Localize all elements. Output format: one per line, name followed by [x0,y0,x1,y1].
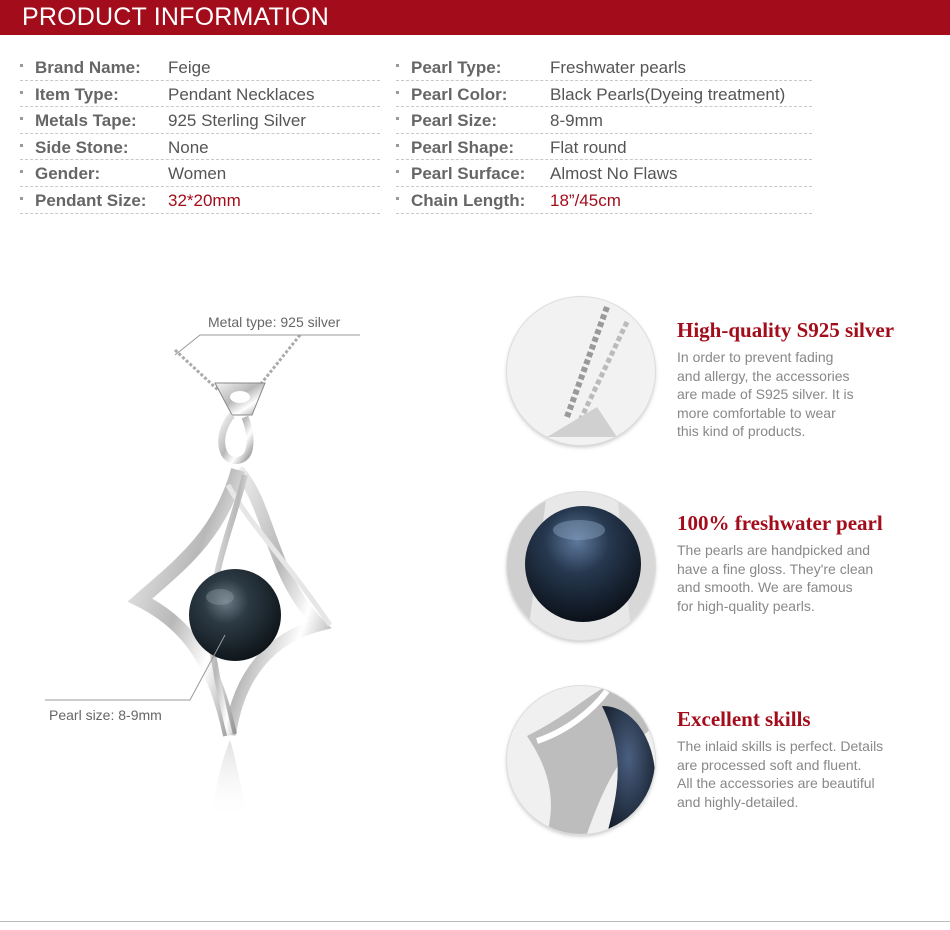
spec-label: Pearl Surface: [411,164,526,184]
feature-description: The inlaid skills is perfect. Details are processed soft and fluent. All the accessories are beautiful and highly-detailed. [677,738,884,810]
spec-row [20,160,380,187]
bullet-icon [20,117,23,120]
bullet-icon [20,64,23,67]
feature-title: High-quality S925 silver [677,318,895,342]
spec-value: None [168,137,209,157]
spec-value: Almost No Flaws [550,164,678,184]
spec-row [20,107,380,134]
bullet-icon [20,91,23,94]
pearl-size-annotation: Pearl size: 8-9mm [49,707,162,723]
spec-value: 925 Sterling Silver [168,111,306,131]
bullet-icon [396,91,399,94]
bullet-icon [396,64,399,67]
spec-row [396,187,812,214]
bullet-icon [396,144,399,147]
bullet-icon [396,117,399,120]
spec-value-highlight: 32*20mm [168,190,241,210]
metal-type-annotation: Metal type: 925 silver [208,314,341,330]
spec-label: Item Type: [35,84,119,104]
spec-label: Pendant Size: [35,190,147,210]
spec-row [20,54,380,81]
footer-divider [0,921,950,922]
spec-value: 8-9mm [550,111,603,131]
spec-label: Brand Name: [35,58,141,77]
bullet-icon [20,144,23,147]
setting-closeup-icon [507,686,655,834]
header-underline [0,33,950,35]
spec-row [396,54,812,81]
spec-label: Pearl Type: [411,58,502,77]
spec-row [396,160,812,187]
spec-value: Black Pearls(Dyeing treatment) [550,84,786,104]
feature-description: The pearls are handpicked and have a fine gloss. They're clean and smooth. We are famous for high-quality pearls. [677,542,874,614]
spec-row [20,187,380,214]
spec-label: Pearl Color: [411,84,508,104]
spec-row [20,81,380,108]
metal-annotation-line [170,330,370,360]
feature-title: 100% freshwater pearl [677,511,883,535]
spec-column-left [20,54,380,214]
bullet-icon [396,197,399,200]
spec-column-right [396,54,812,214]
bullet-icon [20,170,23,173]
bullet-icon [20,197,23,200]
spec-value: Pendant Necklaces [168,84,315,104]
bullet-icon [396,170,399,173]
spec-value: Women [168,164,227,184]
feature-title: Excellent skills [677,707,811,731]
spec-label: Pearl Size: [411,111,497,131]
spec-row [396,107,812,134]
spec-label: Gender: [35,164,101,184]
spec-value-highlight: 18”/45cm [550,190,621,210]
spec-label: Chain Length: [411,190,526,210]
chain-closeup-icon [507,297,655,445]
feature-description: In order to prevent fading and allergy, the accessories are made of S925 silver. It is more comfortable to wear this kind of products. [677,349,854,439]
pearl-annotation-line [40,630,240,705]
pendant-necklace-icon [120,335,370,825]
spec-row [396,134,812,161]
spec-label: Pearl Shape: [411,137,514,157]
spec-value: Freshwater pearls [550,58,687,77]
spec-value: Feige [168,58,211,77]
spec-label: Side Stone: [35,137,129,157]
spec-value: Flat round [550,137,627,157]
pearl-closeup-icon [507,492,655,640]
header-title: PRODUCT INFORMATION [22,3,330,31]
product-info-header [0,0,950,36]
spec-label: Metals Tape: [35,111,137,131]
spec-row [396,81,812,108]
spec-row [20,134,380,161]
